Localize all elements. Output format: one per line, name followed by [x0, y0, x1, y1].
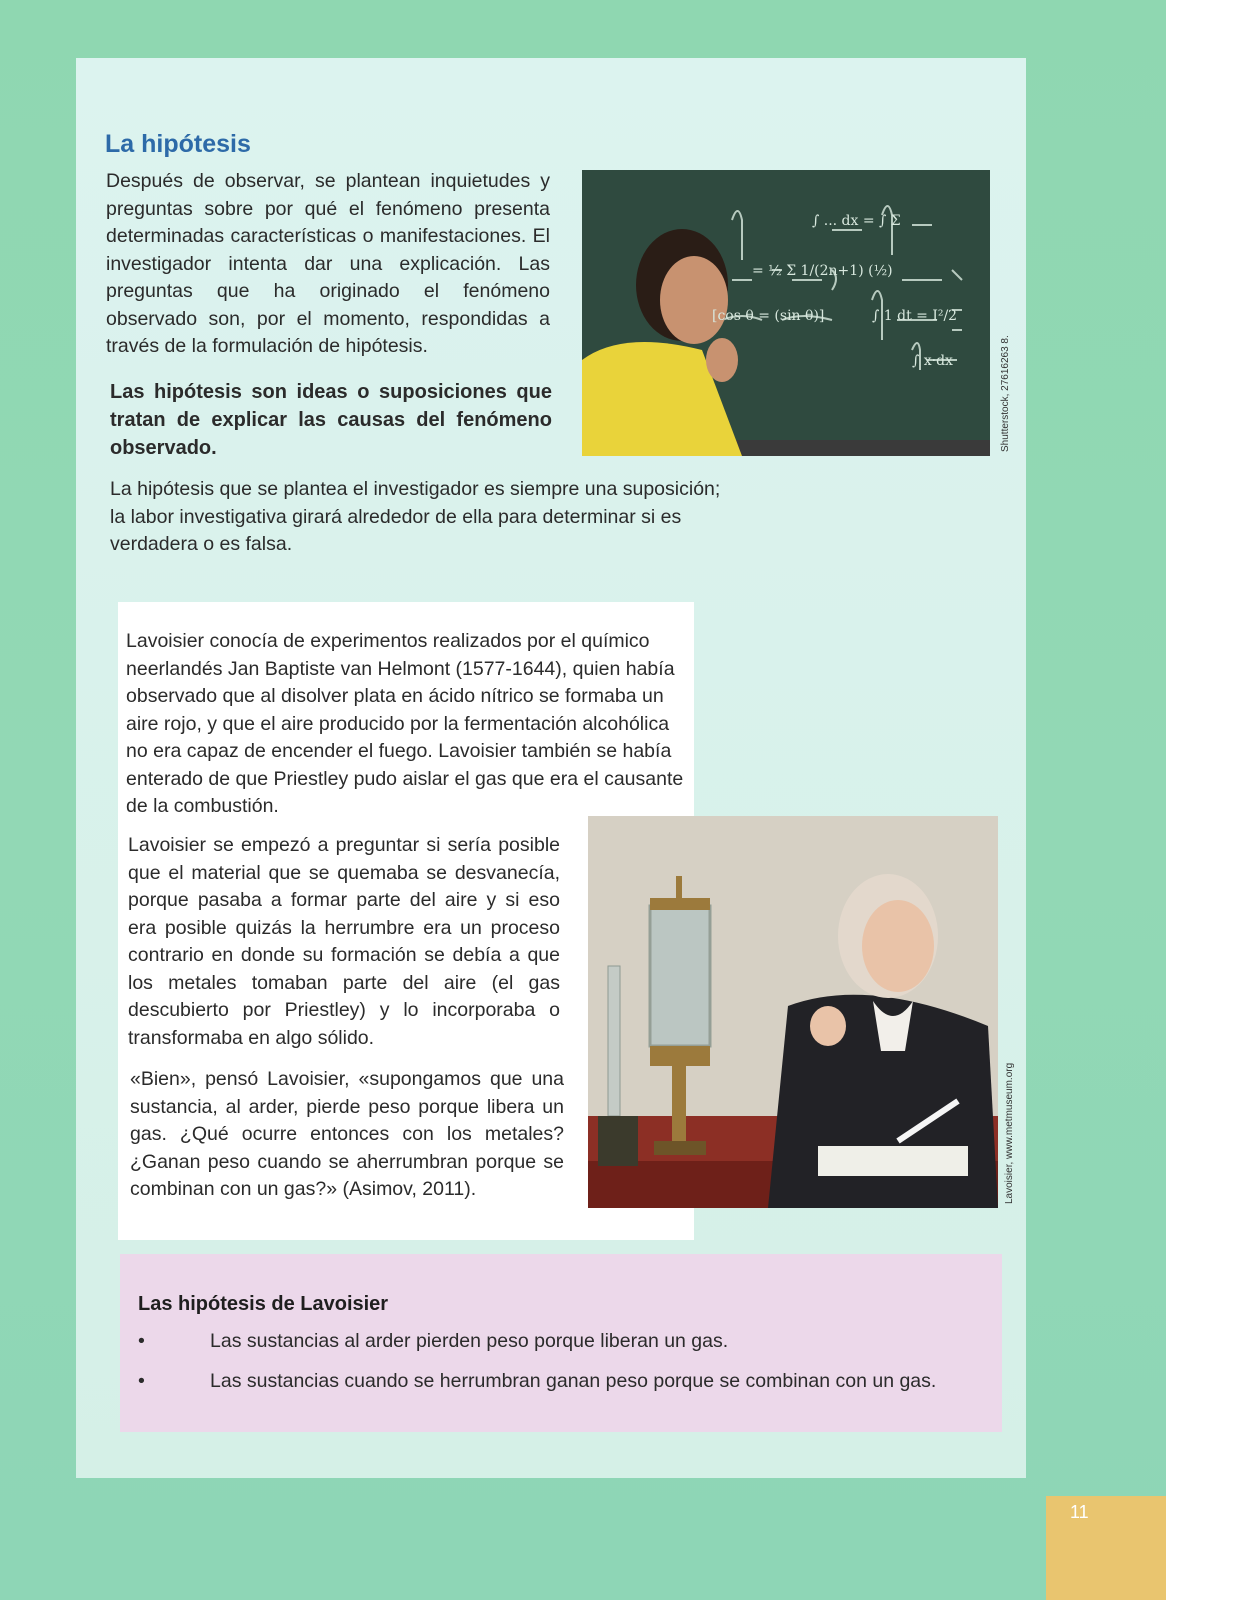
chalkboard-illustration — [582, 170, 990, 456]
hypothesis-item-text: Las sustancias cuando se herrumbran ganan peso porque se combinan con un gas. — [210, 1370, 937, 1392]
page-number-tab — [1046, 1496, 1166, 1600]
chalk-formula: ∫ 1 dt = I²/2 — [872, 308, 958, 324]
hypothesis-definition: Las hipótesis son ideas o suposiciones que tratan de explicar las causas del fenómeno observado. — [110, 381, 552, 459]
hypotheses-box-title: Las hipótesis de Lavoisier — [138, 1293, 389, 1315]
lavoisier-paragraph-1: Lavoisier conocía de experimentos realizados por el químico neerlandés Jan Baptiste van Helmont (1577-1644), quien había observado que al disolver plata en ácido nítrico se formaba un aire rojo, y que el aire producido por la fermentación alcohólica no era capaz de encender el fuego. Lavoisier también se había enterado de que Priestley pudo aislar el gas que era el causante de la combustión. — [126, 630, 684, 817]
lavoisier-paragraph-2: Lavoisier se empezó a preguntar si sería posible que el material que se quemaba se desvanecía, porque pasaba a formar parte del aire y si eso era posible quizás la herrumbre era un proceso contrario en donde su formación se debía a que los metales tomaban parte del aire (el gas descubierto por Priestley) y lo incorporaba o transformaba en algo sólido. — [128, 834, 560, 1049]
hypothesis-paragraph: La hipótesis que se plantea el investigador es siempre una suposición; la labor investigativa girará alrededor de ella para determinar si es verdadera o es falsa. — [110, 478, 721, 555]
lavoisier-portrait — [588, 816, 998, 1208]
chalk-formula: ∫ x·dx — [912, 353, 953, 369]
intro-paragraph: Después de observar, se plantean inquietudes y preguntas sobre por qué el fenómeno presenta determinadas características o manifestaciones. El investigador intenta dar una explicación. Las preguntas que ha originado el fenómeno observado son, por el momento, respondidas a través de la formulación de hipótesis. — [106, 170, 550, 357]
bullet-icon: • — [138, 1330, 145, 1352]
chalk-formula: ∫ ... dx = ∫ Σ — [812, 213, 901, 229]
bullet-icon: • — [138, 1370, 145, 1392]
hypothesis-item-text: Las sustancias al arder pierden peso porque liberan un gas. — [210, 1330, 729, 1352]
chalk-formula: = ½ Σ 1/(2n+1) (½) — [752, 263, 893, 279]
chalkboard-photo — [582, 170, 990, 456]
board-photo-credit: Shutterstock, 27616263 8. — [1000, 335, 1011, 452]
page-number: 11 — [1070, 1502, 1089, 1522]
lavoisier-illustration — [588, 816, 998, 1208]
lavoisier-quote-paragraph: «Bien», pensó Lavoisier, «supongamos que una sustancia, al arder, pierde peso porque libera un gas. ¿Qué ocurre entonces con los metales? ¿Ganan peso cuando se aherrumbran porque se combinan con un gas?» (Asimov, 2011). — [130, 1068, 564, 1200]
section-title: La hipótesis — [105, 130, 251, 158]
lavoisier-photo-credit: Lavoisier, www.metmuseum.org — [1004, 1062, 1015, 1204]
chalk-formula: [cos θ = (sin θ)] — [712, 308, 825, 324]
